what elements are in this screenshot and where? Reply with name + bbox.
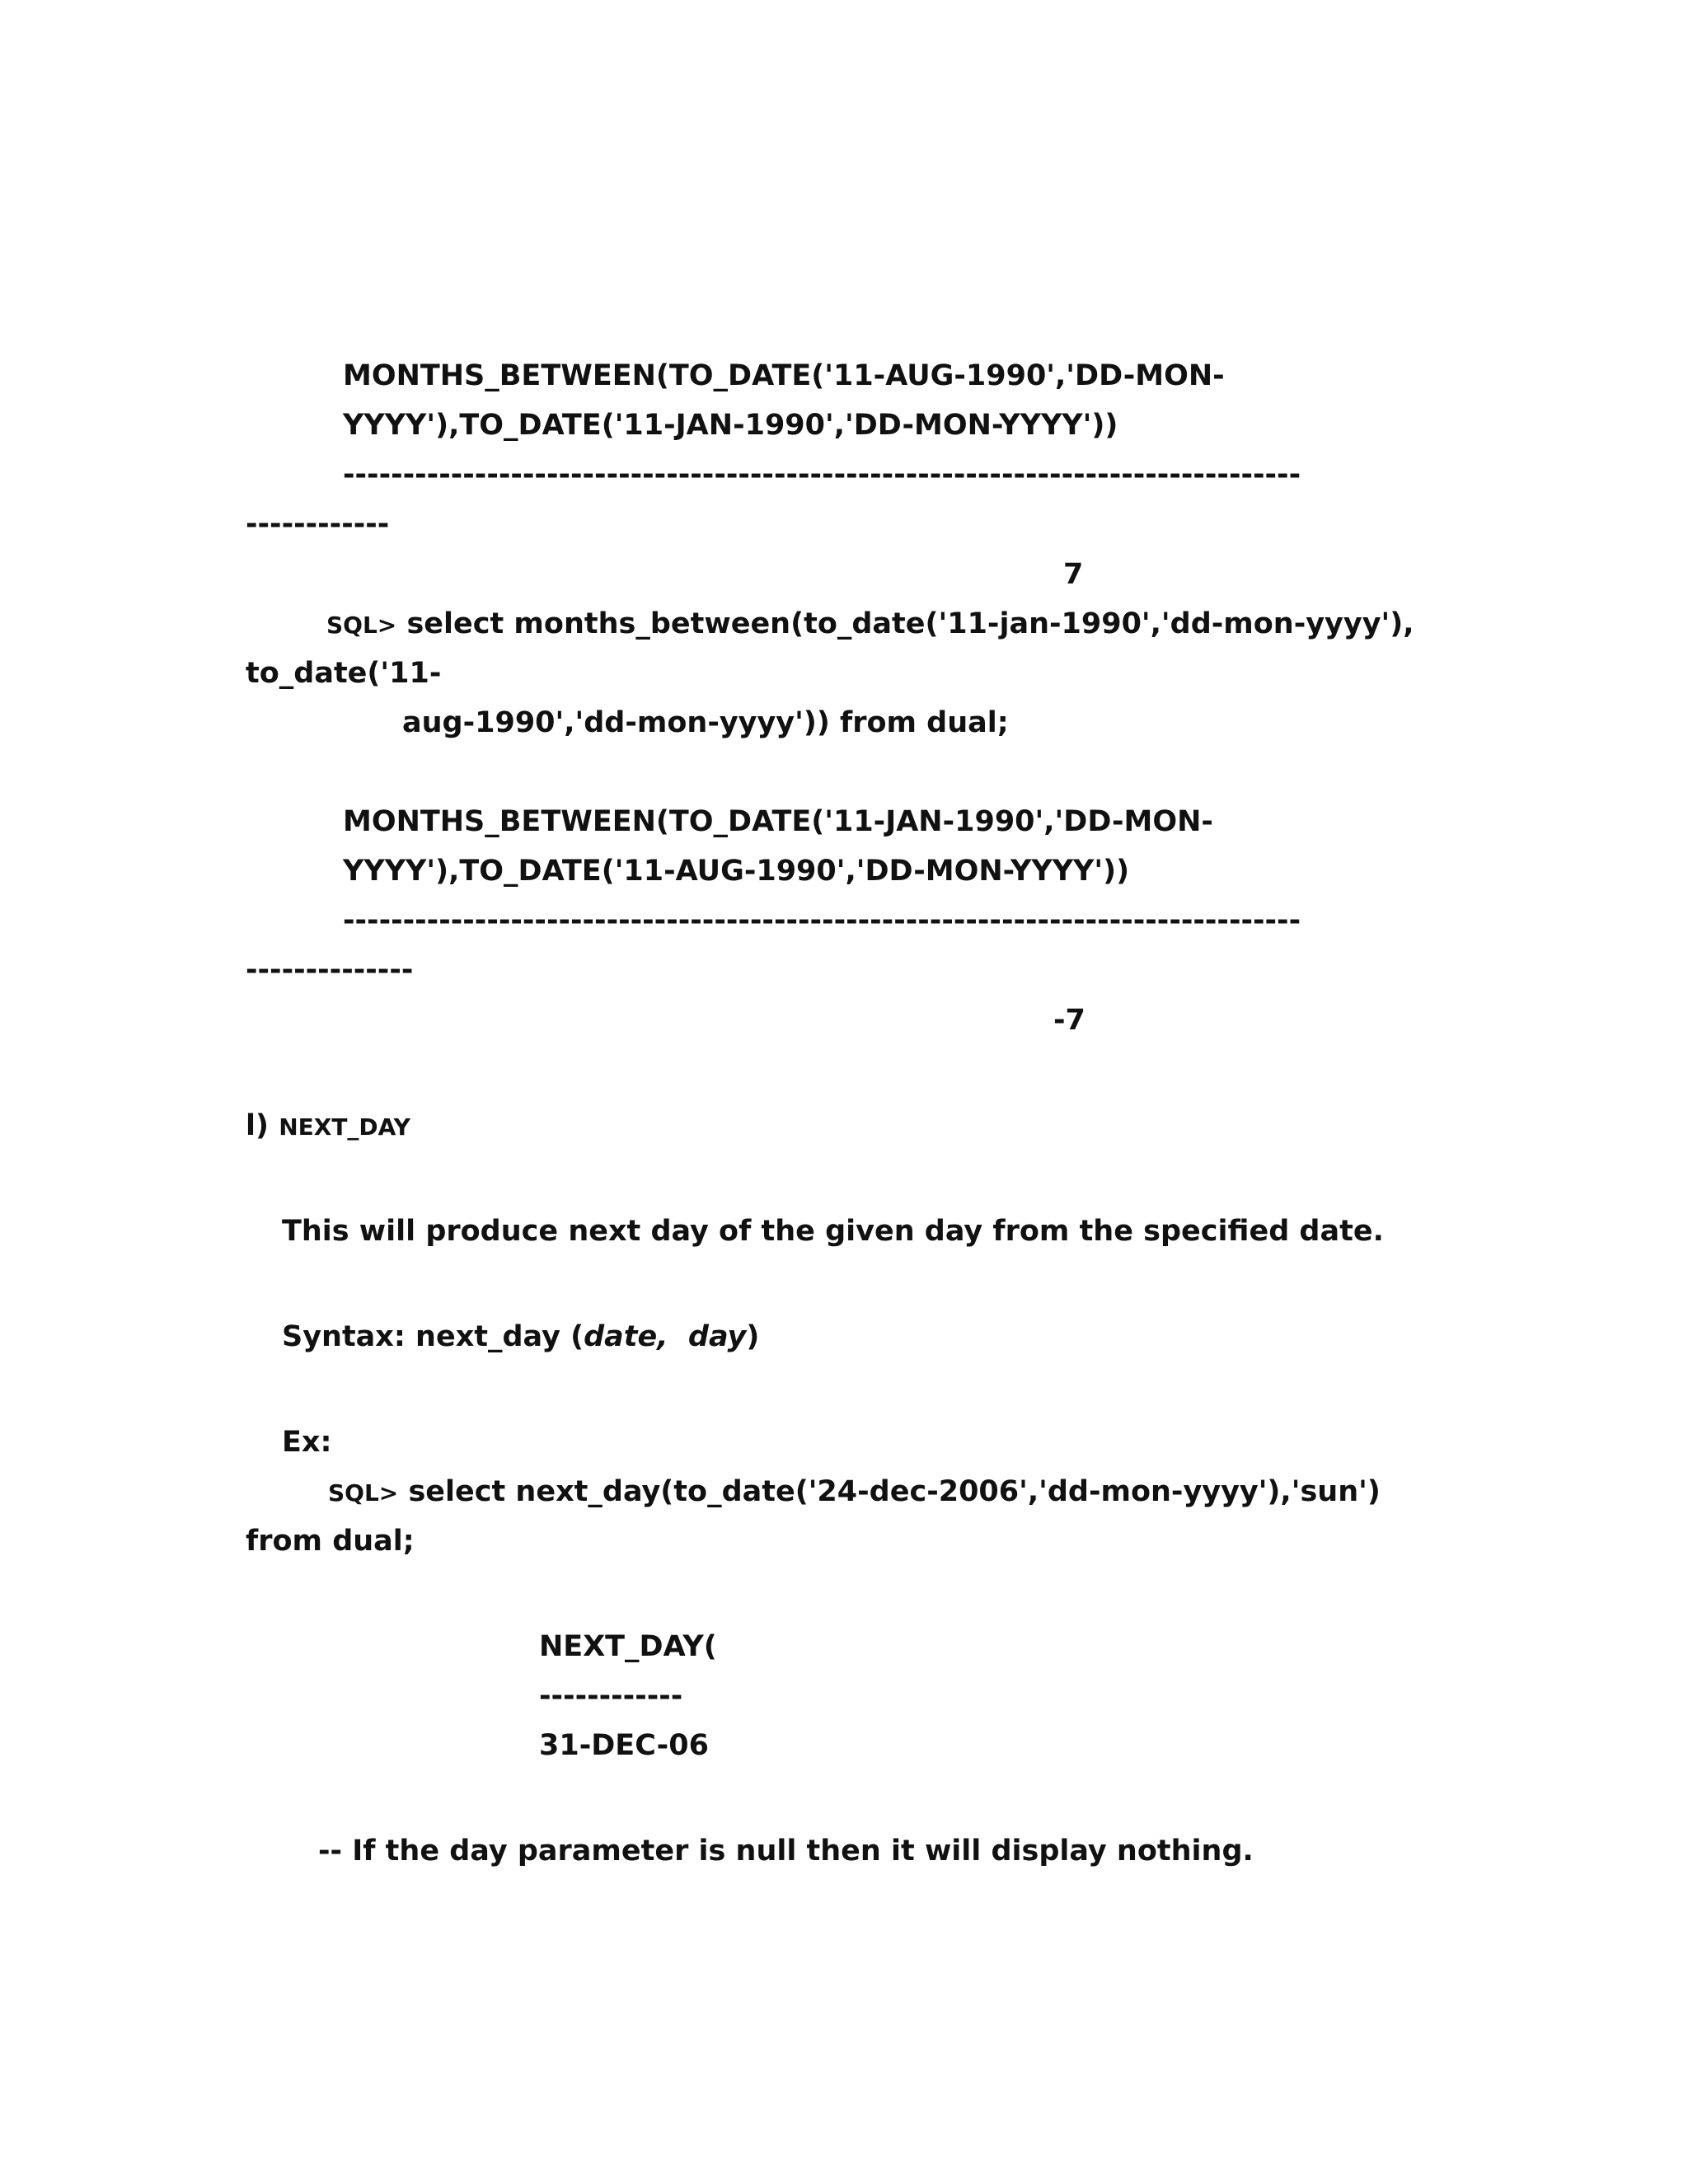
example-result-value: 31-DEC-06: [539, 1729, 709, 1762]
sql-query-line-1: [326, 606, 1414, 644]
sql-prompt: SQL>: [328, 1479, 399, 1507]
example-query-line-1: [328, 1474, 1381, 1511]
result-separator-line-1: --------------------------------------------------------------------------------: [343, 904, 1301, 937]
section-label: l): [246, 1109, 269, 1142]
result-value: -7: [1053, 1004, 1085, 1037]
example-result-header: NEXT_DAY(: [539, 1630, 717, 1663]
syntax-arg-date: date,: [584, 1320, 668, 1353]
result-separator-line-2: --------------: [246, 954, 414, 987]
result-header-line-1: MONTHS_BETWEEN(TO_DATE('11-JAN-1990','DD-MON-: [343, 805, 1213, 838]
result-header-line-1: MONTHS_BETWEEN(TO_DATE('11-AUG-1990','DD-MON-: [343, 359, 1225, 392]
section-name: NEXT_DAY: [279, 1113, 410, 1141]
sql-query-text: select next_day(to_date('24-dec-2006','dd-mon-yyyy'),'sun'): [398, 1475, 1381, 1508]
result-separator-line-1: --------------------------------------------------------------------------------: [343, 458, 1301, 491]
syntax-line: [282, 1319, 759, 1355]
section-heading: [246, 1108, 410, 1146]
section-description: This will produce next day of the given day from the specified date.: [282, 1215, 1384, 1248]
note-text: -- If the day parameter is null then it will display nothing.: [318, 1835, 1254, 1868]
result-separator-line-2: ------------: [246, 508, 390, 541]
example-query-line-2: from dual;: [246, 1525, 415, 1558]
result-header-line-2: YYYY'),TO_DATE('11-AUG-1990','DD-MON-YYYY')): [343, 855, 1130, 888]
syntax-arg-day: day: [687, 1320, 747, 1353]
sql-query-text: select months_between(to_date('11-jan-1990','dd-mon-yyyy'),: [396, 607, 1414, 640]
sql-query-line-2: to_date('11-: [246, 657, 442, 690]
example-label: Ex:: [282, 1426, 332, 1459]
syntax-suffix: ): [746, 1320, 760, 1353]
example-result-separator: ------------: [539, 1680, 683, 1713]
result-header-line-2: YYYY'),TO_DATE('11-JAN-1990','DD-MON-YYYY')): [343, 409, 1118, 442]
result-value: 7: [1063, 558, 1084, 591]
syntax-prefix: Syntax: next_day (: [282, 1320, 584, 1353]
sql-query-line-3: aug-1990','dd-mon-yyyy')) from dual;: [402, 706, 1009, 739]
sql-prompt: SQL>: [326, 612, 397, 639]
syntax-separator: [668, 1320, 688, 1353]
